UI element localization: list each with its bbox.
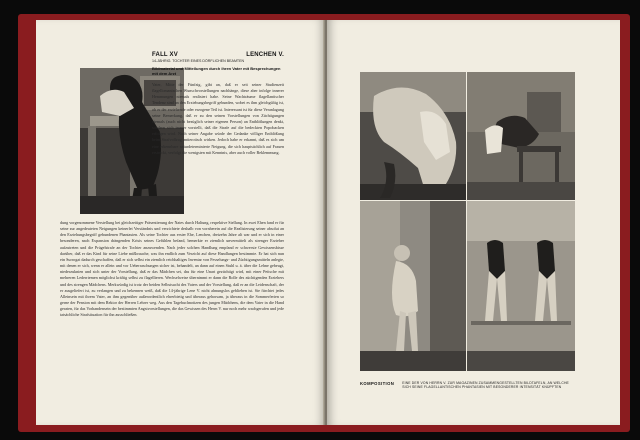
- case-name: LENCHEN V.: [246, 52, 284, 58]
- body-text-narrow: Vater, Mitte der Fünfzig, gibt an, daß er seit seiner Studienzeit flagellomanischen Wunschvorstellungen nachhänge, diese aber infolge innerer Hemmungen niemals realisiert habe. Seine Wachträume flagellantischer Tendenz sind an den Erziehungsbegriff gebunden, wobei es ihm gleichgültig ist, ob er der erziehende oder erzogene Teil ist. Interessant ist für diese Veranlagung seine Bemerkung, daß er zu den seinen Vorstellungen von Züchtigungen niemals (auch nicht bezüglich seiner eigenen Person) an Entblößungen denkt, sondern sich immer vorstellt, daß die Strafe auf die bedeckten Popobacken erfolgen wird. Nach seiner Angabe würde der Gedanke völliger Entblößung beim Strafvollzug antierotisch wirken. Jedoch habe er erkannt, daß es sich um eine erkennbare naturdeterminierte Neigung, die sich hauptsächlich auf Frauen erstreckt, verfolgt die wenigsten mit Kenntnis, aber auch voller Beklemmung.: [152, 82, 284, 155]
- case-heading: [152, 52, 284, 76]
- photo-composite-top-left: [360, 72, 466, 200]
- body-text-wide: dung vorgenommene Verstellung bei gleichzeitiger Präsentierung der Nates durch Haltung, respektive Stellung. In zwei Ehen fand er für seine zur angedeuteten Neigungen keinerlei Verständnis und verzichtete deshalb von vornherein auf die Realisierung seiner absolut an den Erziehungsbegriff gebundenen Phantasien. Als seine Tochter aus erster Ehe, Lenchen, dreizehn Jahre alt war und er sich in einer besonderen, nach Expansion drängenden Krisis seines Gefühlen befand, bemerkte er ziemlich unvermittelt als strenger Erzieher aufzutreten und die Prügelstrafe an der Tochter anzuwenden. Nach jeder solchen Handlung empfand er schwerste Gewissensbisse darüber, daß er das Kind für seine Liebe mißbrauche, was ihn endlich zum Verzicht auf diese Handlungen bestimmte. Er hat sich nun ein Surrogat dadurch geschaffen, daß er sich selbst ein ziemlich reichhaltiges Inventar von Fesselungs- und Züchtigungsmitteln anlegte, mit denen er sich, wenn er allein und vor Ueberraschungen sicher ist, behandelt, an dann auf einen Stuhl u. ä. über die Lehne gebeugt, niederzuknien und sich unter der Vorstellung, daß er das Mädchen sei, das für eine Unart gezüchtigt wird, mit einer Peitsche mit mehreren Lederriemen möglichst kräftig selbst zu flagellieren. Wechselweise übernimmt er dann die Rolle des züchtigenden Erziehers und des strengen Mädchens. Merkwürdig ist trotz der beiden Selbstsucht des Vaters und der Vorstellung, daß er an die Leidenschaft, der er ausgeliefert ist, zu verlangen und zu bekennen weiß, daß die 14-jährige Lene V. nicht ahnungslos geblieben ist. Sie fürchtet jedes Alleinsein mit ihrem Vater, an ihm gegenüber außerordentlich ehrerbietig und überaus gehorsam, ja überaus in die Sommerferien so gerne der Pension mit dem Rektor der Herren Lehrer weg. Aus den Tagebuchnotizen des jungen Mädchens, die dem Vater in die Hand geraten, für das Vorhandensein der bestimmten Angstvorstellungen, die das Gewissen des Herrn V. nur noch mehr wachgerufen und jede tatsächliche Strafsituation für ihn ausschließen.: [60, 220, 284, 318]
- photo-note: Bildmaterial und Mitteilungen durch ihren Vater mit Besprechungen mit dem Arzt: [152, 66, 281, 76]
- photo-composite-bottom-left: [360, 201, 466, 371]
- figure-caption: [360, 381, 575, 389]
- case-subtitle: 14-JÄHRIG. TOCHTER EINES DÖRFLICHEN BEAMTEN: [152, 59, 245, 63]
- photo-composite-bottom-right: [467, 201, 575, 371]
- case-label: FALL XV: [152, 52, 178, 58]
- photo-composite-top-right: [467, 72, 575, 200]
- caption-title: KOMPOSITION: [360, 381, 395, 386]
- caption-text: EINE DER VON HERRN V. ZUR MAGAZINEN ZUSAMMENGESTELLTEN BILDTAFELN, AN WELCHE SICH SEINE FLAGELLANTISCHEN PHANTASIEN MIT BESONDERER INTENSITÄT KNÜPFTEN: [402, 381, 569, 390]
